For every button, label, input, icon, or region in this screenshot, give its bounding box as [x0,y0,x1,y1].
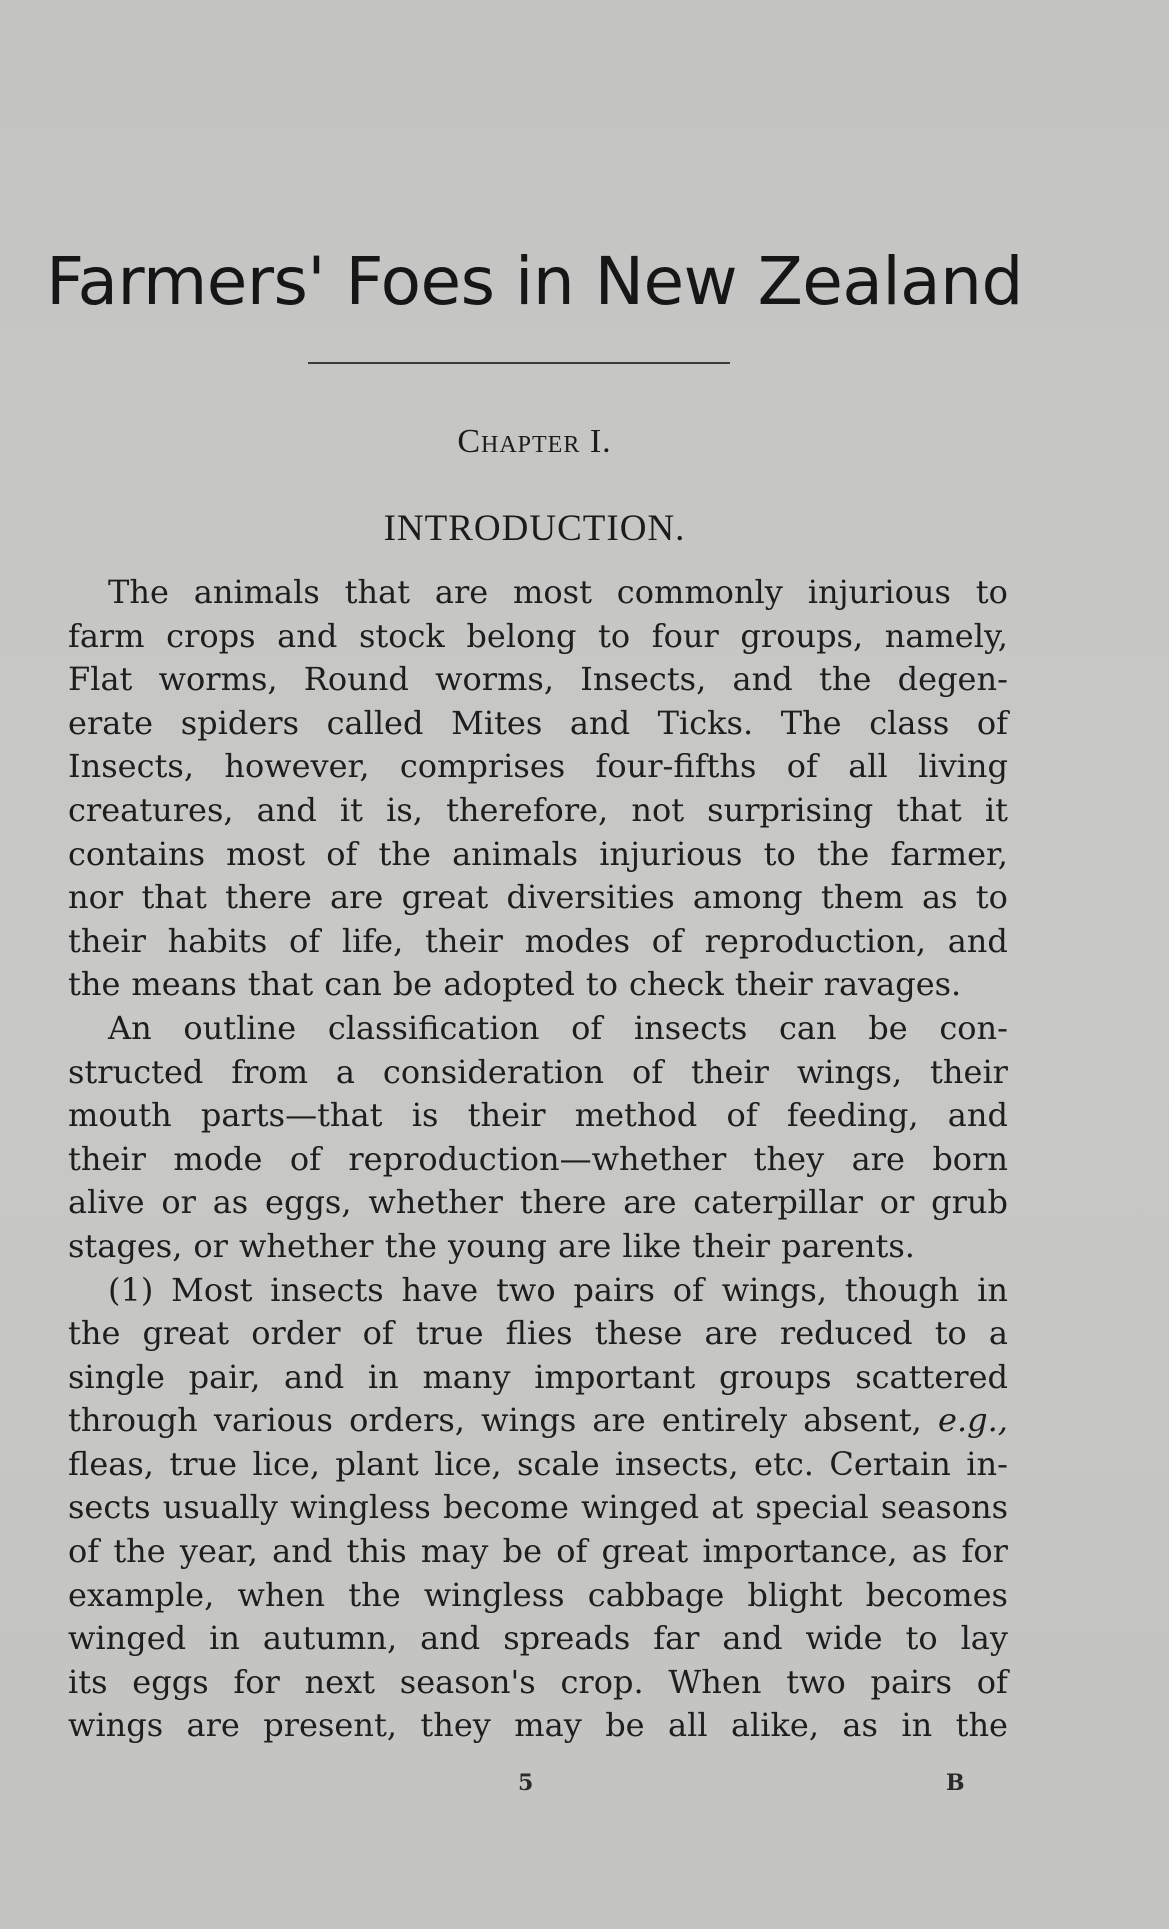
text-line [68,1356,1008,1400]
word: and [947,921,1008,960]
text-line [68,658,1008,702]
word: of [976,1662,1008,1701]
word: and [284,1357,345,1396]
word: and [272,1532,333,1571]
word: Certain [829,1444,951,1483]
word: insects [270,1270,384,1309]
word: structed [68,1052,204,1091]
word: of [289,921,321,960]
word: great [142,1314,230,1353]
word: caterpillar [693,1183,863,1222]
word: pair, [188,1357,261,1396]
word: flies [505,1314,573,1353]
word: check [628,965,724,1004]
word: season's [399,1662,536,1701]
word: that [896,790,962,829]
word: and [732,660,793,699]
word: of [556,1532,588,1571]
word: wingless [423,1575,565,1614]
word: stock [358,616,445,655]
word: parents. [781,1226,915,1265]
text-line [68,1181,1008,1225]
text-line [68,1399,1008,1443]
signature-mark: B [946,1770,965,1796]
word: modes [524,921,631,960]
word: be [605,1706,645,1745]
word: however, [224,747,370,786]
word: great [601,1532,689,1571]
word: these [594,1314,683,1353]
word: are [434,573,489,611]
word: of [571,1008,603,1047]
word: worms, [435,660,555,699]
word: of [651,921,683,960]
word: as [842,1706,878,1745]
word: of [786,747,818,786]
word: therefore, [446,790,609,829]
word: that [247,965,314,1004]
word: be [392,965,433,1004]
word: groups, [740,616,864,655]
word: the [348,1575,401,1614]
word: order [251,1314,341,1353]
word: the [68,1314,121,1353]
text-line [68,1530,1008,1574]
word: sects [68,1488,151,1527]
word: wings, [796,1052,903,1091]
word: are [330,878,384,917]
word: contains [68,834,205,873]
text-line [68,745,1008,789]
word: injurious [599,834,743,873]
word: two [786,1662,846,1701]
word: all [848,747,888,786]
word: reduced [779,1314,913,1353]
word: its [68,1662,108,1701]
word: farm [68,616,145,655]
word: the [384,1226,437,1265]
text-line [68,702,1008,746]
word: cabbage [587,1575,725,1614]
word: and [947,1096,1008,1135]
chapter-number: Chapter I. [457,423,612,460]
word: and [569,703,631,742]
word: their [734,965,813,1004]
word: of [672,1270,704,1309]
word: various [213,1401,333,1440]
word: the [68,965,121,1004]
text-line [68,1094,1008,1138]
word: four-fifths [595,747,757,786]
word: pairs [870,1662,952,1701]
word: lay [960,1619,1008,1658]
word: and [256,790,317,829]
word: means [131,965,237,1004]
word: from [231,1052,309,1091]
word: whether [238,1226,374,1265]
text-line [68,1443,1008,1487]
word: great [401,878,489,917]
word: or [879,1183,915,1222]
word: erate [68,703,154,742]
word: ravages. [823,965,962,1004]
text-line [68,615,1008,659]
text-line [68,1661,1008,1705]
word: there [225,878,312,917]
body-text [68,571,1008,1748]
word: or [193,1226,228,1265]
word: to [934,1314,967,1353]
word: is, [386,790,423,829]
text-line [68,1225,1008,1269]
word: wings [481,1401,577,1440]
word: Insects, [68,747,194,786]
word: true [415,1314,484,1353]
word: of [68,1532,100,1571]
word: usually [162,1488,278,1527]
word: or [161,1183,196,1222]
text-line [68,1704,1008,1748]
word: them [820,878,904,917]
word: true [169,1444,238,1483]
word: reproduction—whether [348,1139,727,1178]
word: fleas, [68,1444,154,1483]
word: animals [193,573,320,611]
word: they [420,1706,491,1745]
word: of [726,1096,758,1135]
word: their [691,1052,769,1091]
text-line [68,920,1008,964]
word: most [226,834,306,873]
word: that [344,573,411,611]
word: spreads [503,1619,631,1658]
word: namely, [884,616,1008,655]
text-line [68,876,1008,920]
word: that [141,878,207,917]
word: are [186,1706,240,1745]
word: it [984,790,1008,829]
word: for [961,1532,1008,1571]
word: adopted [443,965,575,1004]
word: as [911,1532,948,1571]
word: Flat [68,660,133,699]
word: Insects, [580,660,707,699]
word: single [68,1357,165,1396]
word: The [108,573,169,611]
word: An [108,1008,152,1047]
text-line [68,1269,1008,1313]
word: to [975,878,1008,917]
word: though [844,1270,960,1309]
word: eggs [132,1662,209,1701]
word: of [326,834,358,873]
word: as [921,878,958,917]
word: it [339,790,364,829]
word: orders, [349,1401,465,1440]
text-line [68,789,1008,833]
word: Most [171,1270,253,1309]
word: insects, [615,1444,739,1483]
word: may [514,1706,582,1745]
text-line [68,1138,1008,1182]
word: insects [633,1008,748,1047]
word: habits [167,921,268,960]
word: to [598,616,631,655]
word: scale [517,1444,600,1483]
word: alive [68,1183,145,1222]
word: and [420,1619,481,1658]
word: crops [166,616,256,655]
word: through [68,1401,198,1440]
word: their [68,1139,146,1178]
word: Mites [451,703,543,742]
word: and [277,616,338,655]
word: as [212,1183,249,1222]
word: of [362,1314,394,1353]
word: a [988,1314,1008,1353]
word: not [631,790,685,829]
word: Round [303,660,409,699]
word: in [367,1357,399,1396]
word: winged [581,1488,700,1527]
text-line [68,1051,1008,1095]
word: the [818,660,872,699]
word: for [233,1662,280,1701]
word: farmer, [890,834,1008,873]
word: importance, [702,1532,898,1571]
word: The [780,703,842,742]
text-line [68,963,1008,1007]
text-line [68,1486,1008,1530]
word: in [209,1619,240,1658]
word: animals [452,834,579,873]
word: the [113,1532,166,1571]
word: method [574,1096,698,1135]
word: they [753,1139,825,1178]
word: their [692,1226,771,1265]
word: have [401,1270,479,1309]
word: is [411,1096,439,1135]
word: whether [368,1183,503,1222]
word: are [704,1314,758,1353]
title-divider [308,362,730,364]
word: of [632,1052,664,1091]
word: their [424,921,503,960]
word: life, [341,921,404,960]
word: be [502,1532,542,1571]
word: next [304,1662,375,1701]
word: all [668,1706,708,1745]
word: there [519,1183,607,1222]
word: a [335,1052,355,1091]
word: young [447,1226,548,1265]
word: to [905,1619,938,1658]
word: their [930,1052,1008,1091]
word: wingless [290,1488,431,1527]
word: blight [747,1575,843,1614]
word: when [237,1575,325,1614]
word: the [378,834,431,873]
word: seasons [880,1488,1008,1527]
word: born [932,1139,1008,1178]
word: are [558,1226,612,1265]
word: at [711,1488,744,1527]
text-line [68,833,1008,877]
word: absent, [803,1401,922,1440]
word: comprises [399,747,566,786]
word: scattered [855,1357,1008,1396]
word: alike, [730,1706,820,1745]
page-number: 5 [518,1770,534,1796]
word: living [918,747,1008,786]
word: entirely [661,1401,788,1440]
word: wide [805,1619,883,1658]
word: the [816,834,870,873]
word: outline [183,1008,297,1047]
word: e.g., [938,1401,1008,1440]
word: four [651,616,719,655]
word: consideration [382,1052,605,1091]
word: the [955,1706,1008,1745]
chapter-heading: INTRODUCTION. [383,508,686,549]
word: injurious [807,573,951,611]
word: creatures, [68,790,234,829]
word: mode [173,1139,263,1178]
text-line [68,571,1008,615]
word: diversities [506,878,675,917]
word: eggs, [265,1183,352,1222]
word: of [289,1139,321,1178]
word: wings [68,1706,164,1745]
word: many [422,1357,511,1396]
word: year, [179,1532,258,1571]
book-title: Farmers' Foes in New Zealand [46,243,1023,320]
word: like [622,1226,682,1265]
word: crop. [560,1662,644,1701]
word: classification [327,1008,540,1047]
word: lice, [252,1444,320,1483]
word: groups [718,1357,832,1396]
word: mouth [68,1096,172,1135]
word: nor [68,878,124,917]
word: (1) [108,1270,154,1309]
word: among [692,878,803,917]
word: may [420,1532,489,1571]
word: wings, [721,1270,827,1309]
word: this [346,1532,407,1571]
word: becomes [865,1575,1008,1614]
word: commonly [616,573,783,611]
word: in- [966,1444,1008,1483]
word: parts—that [200,1096,383,1135]
word: can [778,1008,837,1047]
word: belong [466,616,577,655]
word: most [513,573,592,611]
word: special [755,1488,869,1527]
word: their [467,1096,546,1135]
word: feeding, [786,1096,919,1135]
word: far [653,1619,700,1658]
word: lice, [434,1444,502,1483]
word: in [901,1706,933,1745]
word: can [324,965,382,1004]
word: become [442,1488,569,1527]
word: are [623,1183,677,1222]
word: and [722,1619,783,1658]
text-line [68,1007,1008,1051]
word: grub [931,1183,1008,1222]
word: etc. [754,1444,814,1483]
word: plant [335,1444,419,1483]
word: example, [68,1575,215,1614]
word: are [851,1139,905,1178]
word: pairs [573,1270,655,1309]
word: reproduction, [704,921,927,960]
text-line [68,1574,1008,1618]
word: their [68,921,146,960]
word: spiders [180,703,299,742]
word: worms, [158,660,278,699]
word: to [975,573,1008,611]
word: two [496,1270,556,1309]
word: degen- [897,660,1008,699]
word: surprising [707,790,874,829]
word: called [326,703,424,742]
word: of [976,703,1008,742]
word: stages, [68,1226,183,1265]
word: class [869,703,950,742]
text-line [68,1617,1008,1661]
word: Ticks. [657,703,754,742]
word: be [868,1008,908,1047]
word: to [585,965,618,1004]
word: autumn, [262,1619,398,1658]
word: present, [263,1706,397,1745]
word: to [763,834,796,873]
text-line [68,1312,1008,1356]
word: important [534,1357,696,1396]
word: When [668,1662,762,1701]
word: con- [939,1008,1008,1047]
word: are [592,1401,646,1440]
word: winged [68,1619,187,1658]
word: in [977,1270,1008,1309]
